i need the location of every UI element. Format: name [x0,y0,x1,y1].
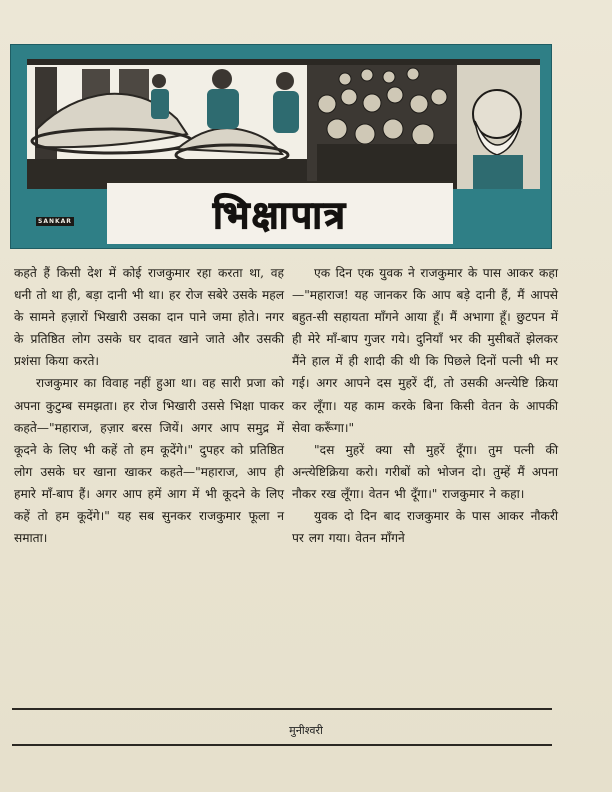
footer-rule-top [12,708,552,710]
right-paragraph-2: "दस मुहरें क्या सौ मुहरें दूँगा। तुम पत्नी की अन्त्येष्टिक्रिया करो। गरीबों को भोजन दो। तुम्हें मैं अपना नौकर रख लूँगा। वेतन भी दूँगा।" राजकुमार ने कहा। [292,442,558,501]
right-paragraph-3: युवक दो दिन बाद राजकुमार के पास आकर नौकरी पर लग गया। वेतन माँगने [292,509,558,546]
left-paragraph-2: राजकुमार का विवाह नहीं हुआ था। वह सारी प्रजा को अपना कुटुम्ब समझता। हर रोज भिखारी उससे भिक्षा पाकर कहते—"महाराज, हज़ार बरस जियें। अगर आप समुद्र में कूदने के लिए भी कहें तो हम कूदेंगे।" दुपहर को प्रतिष्ठित लोग उसके घर खाना खाकर कहते—"महाराज, आप ही हमारे माँ-बाप हैं। अगर आप हमें आग में भी कूदने के लिए कहें तो हम कूदेंगे।" यह सब सुनकर राजकुमार फूला न समाता। [14,376,284,546]
right-paragraph-1: एक दिन एक युवक ने राजकुमार के पास आकर कहा—"महाराज! यह जानकर कि आप बड़े दानी हैं, मैं आपसे बहुत-सी सहायता माँगने आया हूँ। मैं अभागा हूँ। छुटपन में ही मेरे माँ-बाप गुजर गये। दुनियाँ भर की मुसीबतें झेलकर मैंने हाल में ही शादी की थी कि पिछले दिनों पत्नी भी मर गई। अगर आपने दस मुहरें दीं, तो उसकी अन्त्येष्टि क्रिया कर लूँगा। यह काम करके बिना किसी वेतन के आपकी सेवा करूँगा।" [292,266,558,435]
footer-label: मुनीश्वरी [289,724,323,737]
right-column [292,262,558,549]
title-box [107,181,453,244]
footer-rule-bottom [12,744,552,746]
crowd-illustration [27,59,540,189]
header-illustration [27,59,540,189]
artist-signature: SANKAR [38,218,72,225]
left-paragraph-1: कहते हैं किसी देश में कोई राजकुमार रहा करता था, वह धनी तो था ही, बड़ा दानी भी था। हर रोज सबेरे उसके महल के सामने हज़ारों भिखारी उसका दान पाने जमा होते। नगर के प्रतिष्ठित लोग उसके घर दावत खाने जाते और उसकी प्रशंसा किया करते। [14,266,284,369]
story-title: भिक्षापात्र [212,192,348,237]
left-column [14,262,284,549]
